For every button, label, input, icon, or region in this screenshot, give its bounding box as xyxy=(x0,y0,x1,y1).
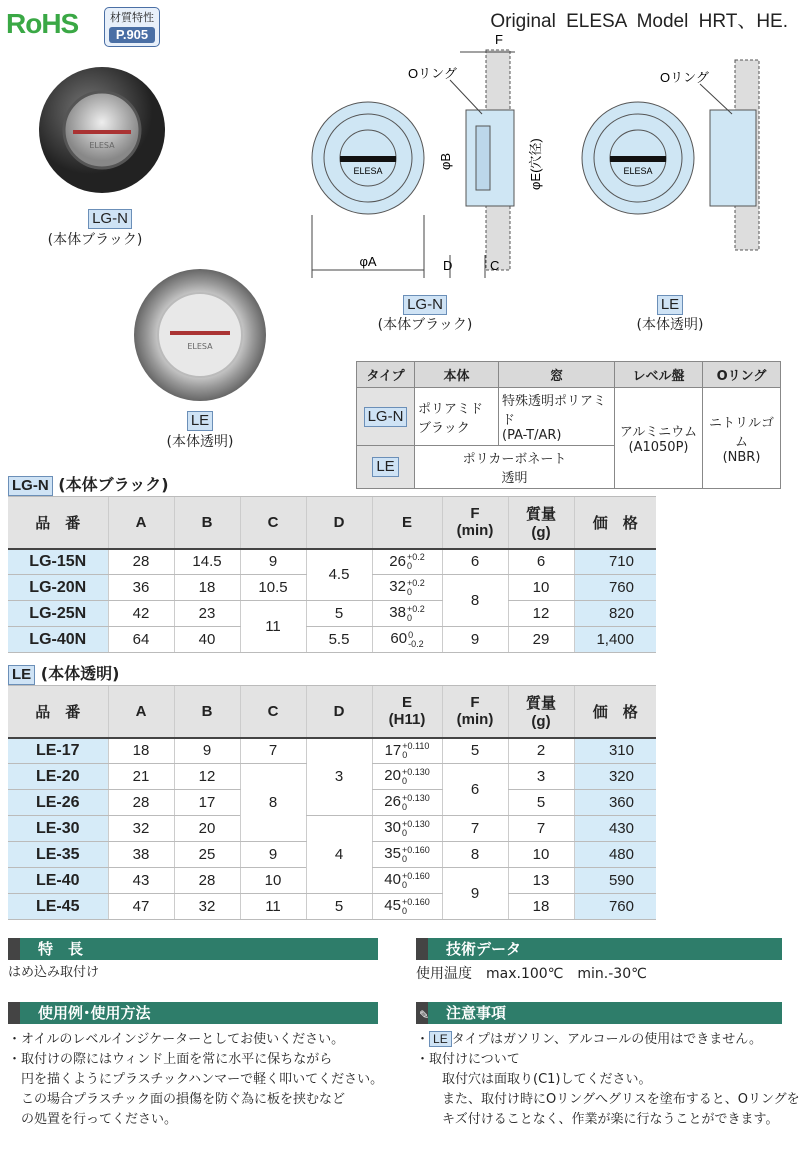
label-E: φE(穴径) xyxy=(528,138,543,190)
original-model: Original ELESA Model HRT、HE. xyxy=(490,11,788,32)
lgn-photo xyxy=(35,62,170,202)
table-row: LG-15N 28 14.5 9 4.5 26+0.2 0 6 6 710 xyxy=(8,549,656,575)
table-row: LG-40N 64 40 5.5 600 -0.2 9 29 1,400 xyxy=(8,627,656,653)
label-A: φA xyxy=(359,254,377,269)
drawing-brand-1: ELESA xyxy=(353,166,383,176)
table-row: LE-17 18 9 7 3 17+0.110 0 5 2 310 xyxy=(8,738,656,764)
label-D: D xyxy=(443,258,453,273)
caution-text: ・ LE タイプはガソリン、アルコールの使用はできません。 ・取付けについて 取付穴は面取り(C1)してください。 また、取付け時にOリングへグリスを塗布すると、Oリングを キズ付けることなく、作業が楽に行なうことができます。 xyxy=(416,1032,800,1127)
label-F: F xyxy=(495,32,503,47)
lgn-photo-tag: LG-N xyxy=(88,209,132,229)
tech-text: 使用温度 max.100℃ min.-30℃ xyxy=(416,966,647,982)
le-table: 品 番 A B C D E (H11) F (min) 質量 (g) 価 格 LE-17 18 9 7 3 17+0.110 0 5 2 310 LE-20 21 12 8 20+0.130 0 6 3 320 LE-26 28 17 26+0.130 0 5 360 LE-30 32 20 4 30+0.130 0 7 7 430 LE-35 38 25 9 35+0.160 0 8 10 480 LE-40 43 28 10 40+0.160 0 9 13 590 LE-45 47 32 11 5 45+0.160 0 18 760 xyxy=(8,685,656,920)
drawing-le-caption: (本体透明) xyxy=(636,317,704,333)
drawing-lgn-tag: LG-N xyxy=(403,295,447,315)
table-row: LE-26 28 17 26+0.130 0 5 360 xyxy=(8,790,656,816)
table-row: LE-30 32 20 4 30+0.130 0 7 7 430 xyxy=(8,816,656,842)
mat-lgn-tag: LG-N xyxy=(364,407,408,427)
usage-bar: 使用例･使用方法 xyxy=(8,1002,378,1024)
label-C: C xyxy=(490,258,500,273)
rohs-logo: RoHS xyxy=(6,8,79,39)
label-oring-1: Oリング xyxy=(408,66,457,81)
lgn-photo-caption: (本体ブラック) xyxy=(47,232,143,248)
drawing-lgn-caption: (本体ブラック) xyxy=(377,317,473,333)
le-photo xyxy=(130,265,270,405)
lgn-brand: ELESA xyxy=(89,141,115,150)
materials-table: タイプ 本体 窓 レベル盤 Oリング LG-N ポリアミド ブラック 特殊透明ポリアミド (PA-T/AR) アルミニウム (A1050P) ニトリルゴム (NBR) LE ポリカーボネート 透明 xyxy=(356,361,781,489)
label-B: φB xyxy=(438,152,453,170)
usage-text: ・オイルのレベルインジケーターとしてお使いください。 ・取付けの際にはウィンド上面を常に水平に保ちながら 円を描くようにプラスチックハンマーで軽く叩いてください。 この場合プラスチック面の損傷を防ぐ為に板を挟むなど の処置を行ってください。 xyxy=(8,1032,384,1127)
label-oring-2: Oリング xyxy=(660,70,709,85)
pencil-icon: ✎ xyxy=(419,1008,430,1022)
table-row: LE-35 38 25 9 35+0.160 0 8 10 480 xyxy=(8,842,656,868)
lgn-section-title: LG-N (本体ブラック) xyxy=(8,472,169,496)
badge-label: 材質特性 xyxy=(110,11,154,24)
tech-bar: 技術データ xyxy=(416,938,782,960)
table-row: LG-25N 42 23 11 5 38+0.2 0 12 820 xyxy=(8,601,656,627)
material-badge[interactable] xyxy=(104,7,160,47)
table-row: LG-20N 36 18 10.5 32+0.2 0 8 10 760 xyxy=(8,575,656,601)
le-photo-brand: ELESA xyxy=(187,342,213,351)
features-text: はめ込み取付け xyxy=(8,965,100,980)
drawing-brand-2: ELESA xyxy=(623,166,653,176)
mat-le-tag: LE xyxy=(372,457,398,477)
drawing-le-tag: LE xyxy=(657,295,683,315)
table-row: LE-45 47 32 11 5 45+0.160 0 18 760 xyxy=(8,894,656,920)
lgn-table: 品 番 A B C D E F (min) 質量 (g) 価 格 LG-15N 28 14.5 9 4.5 26+0.2 0 6 6 710 LG-20N 36 18 10.5 32+0.2 0 8 10 760 LG-25N 42 23 11 5 38+0.2 0 12 820 LG-40N 64 40 5.5 600 -0.2 9 29 1,400 xyxy=(8,496,656,653)
table-row: LE-20 21 12 8 20+0.130 0 6 3 320 xyxy=(8,764,656,790)
features-bar: 特 長 xyxy=(8,938,378,960)
le-photo-tag: LE xyxy=(187,411,213,431)
badge-page: P.905 xyxy=(109,27,155,43)
le-section-title: LE (本体透明) xyxy=(8,661,119,685)
caution-bar: ✎ 注意事項 xyxy=(416,1002,782,1024)
technical-drawing xyxy=(300,30,800,300)
le-photo-caption: (本体透明) xyxy=(166,434,234,450)
table-row: LE-40 43 28 10 40+0.160 0 9 13 590 xyxy=(8,868,656,894)
